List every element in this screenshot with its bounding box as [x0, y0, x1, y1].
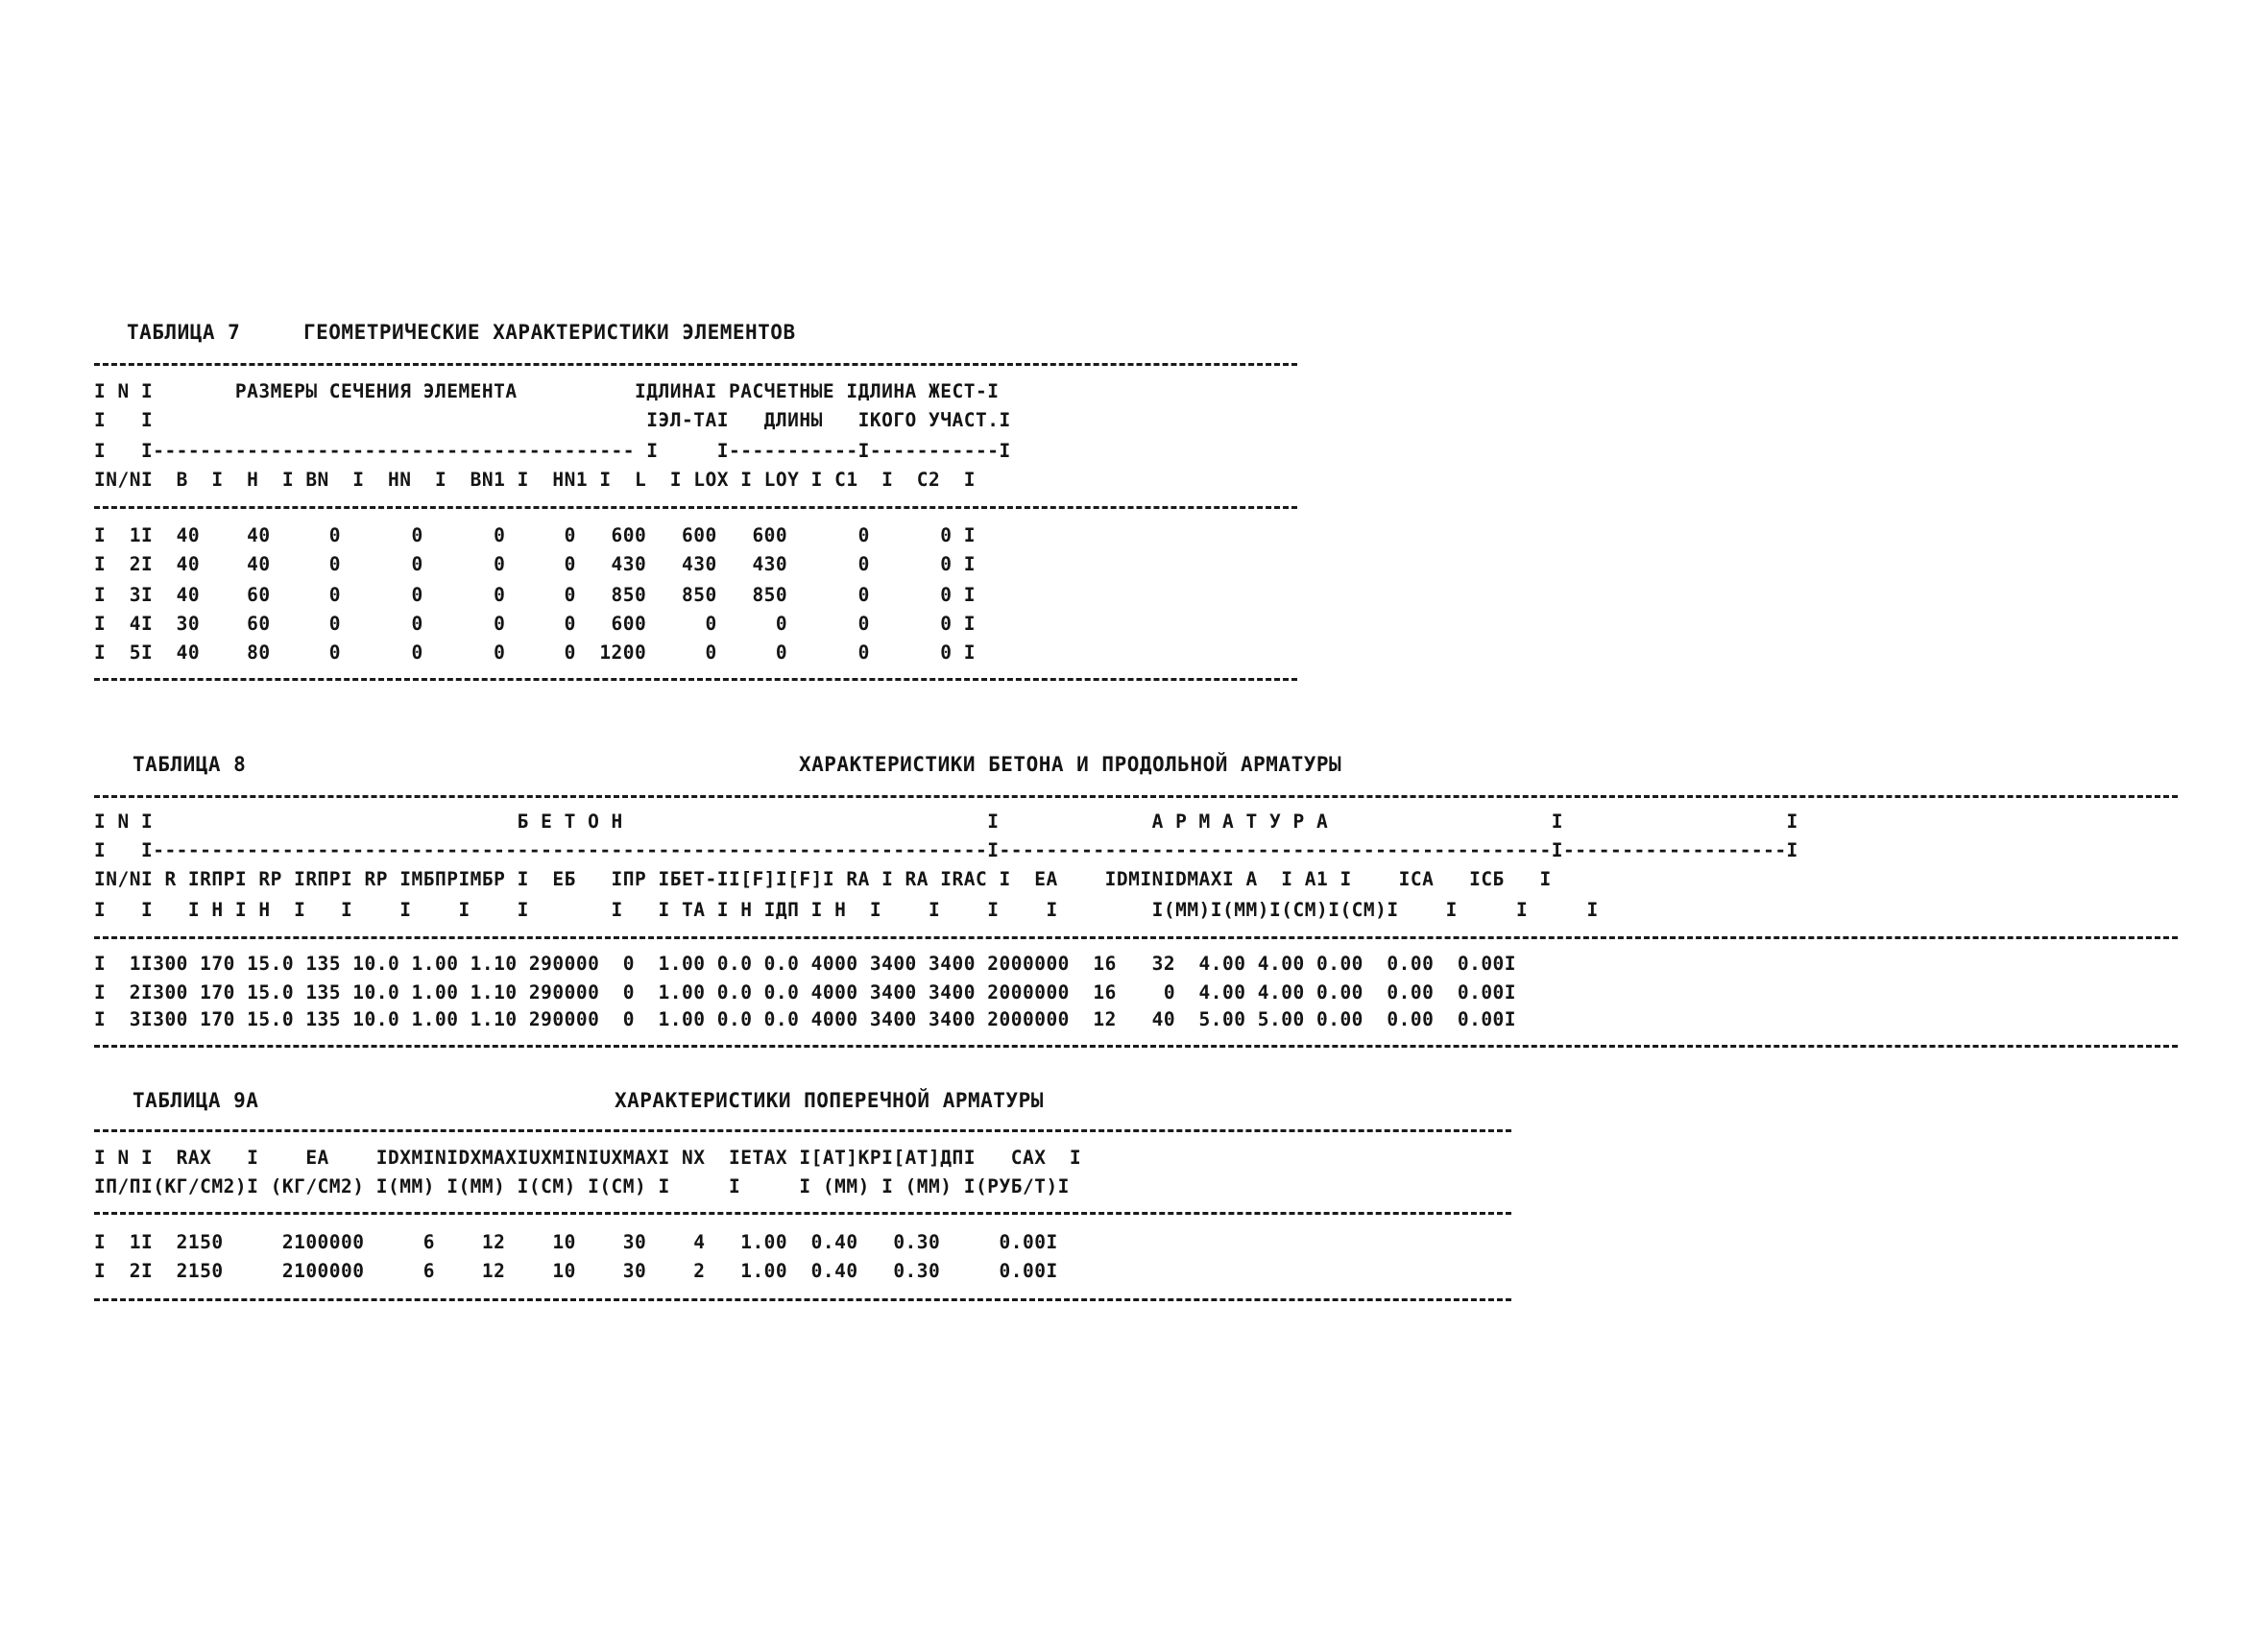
table-row: I 1I300 170 15.0 135 10.0 1.00 1.10 290000 0 1.00 0.0 0.0 4000 3400 3400 2000000 16 32 4.00 4.00 0.00 0.00 0.00I — [94, 953, 1517, 975]
table-row: I 1I 40 40 0 0 0 0 600 600 600 0 0 I — [94, 524, 976, 546]
table-9a-rule-mid — [94, 1212, 1511, 1215]
table-8-header-line: IN/NI R IRПРI RP IRПРI RP IМБПРIМБР I EБ IПР IБЕТ-II[F]I[F]I RA I RA IRAC I EA IDMINIDMAXI A I A1 I IСА IСБ I — [94, 868, 1552, 890]
table-9a-header-line: I N I RAX I EA IDXMINIDXMAXIUXMINIUXMAXI NX IETAX I[AT]KPI[AT]ДПI CAX I — [94, 1147, 1082, 1169]
table-row: I 1I 2150 2100000 6 12 10 30 4 1.00 0.40 0.30 0.00I — [94, 1231, 1058, 1253]
table-7-rule-bottom — [94, 678, 1297, 681]
table-row: I 3I 40 60 0 0 0 0 850 850 850 0 0 I — [94, 584, 976, 606]
table-7-rule-mid — [94, 506, 1297, 509]
table-row: I 3I300 170 15.0 135 10.0 1.00 1.10 290000 0 1.00 0.0 0.0 4000 3400 3400 2000000 12 40 5.00 5.00 0.00 0.00 0.00I — [94, 1008, 1517, 1030]
table-row: I 4I 30 60 0 0 0 0 600 0 0 0 0 I — [94, 613, 976, 635]
table-8-rule-top — [94, 795, 2178, 798]
table-row: I 2I 40 40 0 0 0 0 430 430 430 0 0 I — [94, 553, 976, 575]
table-9a-rule-bottom — [94, 1298, 1511, 1301]
table-7-rule-top — [94, 363, 1297, 366]
table-9a-rule-top — [94, 1129, 1511, 1132]
table-7-header-line: IN/NI B I H I BN I HN I BN1 I HN1 I L I LOX I LOY I C1 I C2 I — [94, 469, 976, 491]
table-row: I 2I 2150 2100000 6 12 10 30 2 1.00 0.40 0.30 0.00I — [94, 1260, 1058, 1282]
table-9a-title-text: ХАРАКТЕРИСТИКИ ПОПЕРЕЧНОЙ АРМАТУРЫ — [615, 1089, 1044, 1112]
table-7-header-line: I I----------------------------------------- I I-----------I-----------I — [94, 440, 1011, 462]
table-8-header-line: I N I Б Е Т О Н I А Р М А Т У Р А I I — [94, 810, 1798, 833]
table-9a-header-line: IП/ПI(КГ/СМ2)I (КГ/СМ2) I(MM) I(MM) I(CM) I(CM) I I I (MM) I (MM) I(РУБ/Т)I — [94, 1175, 1070, 1197]
table-8-title-text: ХАРАКТЕРИСТИКИ БЕТОНА И ПРОДОЛЬНОЙ АРМАТУРЫ — [799, 753, 1342, 776]
table-7-title: ТАБЛИЦА 7 ГЕОМЕТРИЧЕСКИЕ ХАРАКТЕРИСТИКИ ЭЛЕМЕНТОВ — [127, 321, 796, 344]
table-row: I 5I 40 80 0 0 0 0 1200 0 0 0 0 I — [94, 641, 976, 664]
table-8-title-label: ТАБЛИЦА 8 — [133, 753, 247, 776]
table-8-rule-bottom — [94, 1045, 2178, 1048]
table-8-rule-mid — [94, 936, 2178, 939]
table-row: I 2I300 170 15.0 135 10.0 1.00 1.10 290000 0 1.00 0.0 0.0 4000 3400 3400 2000000 16 0 4.00 4.00 0.00 0.00 0.00I — [94, 981, 1517, 1004]
table-8-header-line: I I I H I H I I I I I I I TA I H IДП I H I I I I I(MM)I(MM)I(CM)I(CM)I I I I — [94, 899, 1599, 921]
table-7-header-line: I I IЭЛ-ТАI ДЛИНЫ IКОГО УЧАСТ.I — [94, 409, 1011, 431]
table-7-header-line: I N I РАЗМЕРЫ СЕЧЕНИЯ ЭЛЕМЕНТА IДЛИНАI РАСЧЕТНЫЕ IДЛИНА ЖЕСТ-I — [94, 380, 1000, 402]
table-8-header-line: I I-----------------------------------------------------------------------I-----------------------------------------------I-------------------I — [94, 839, 1798, 861]
table-9a-title-label: ТАБЛИЦА 9А — [133, 1089, 259, 1112]
